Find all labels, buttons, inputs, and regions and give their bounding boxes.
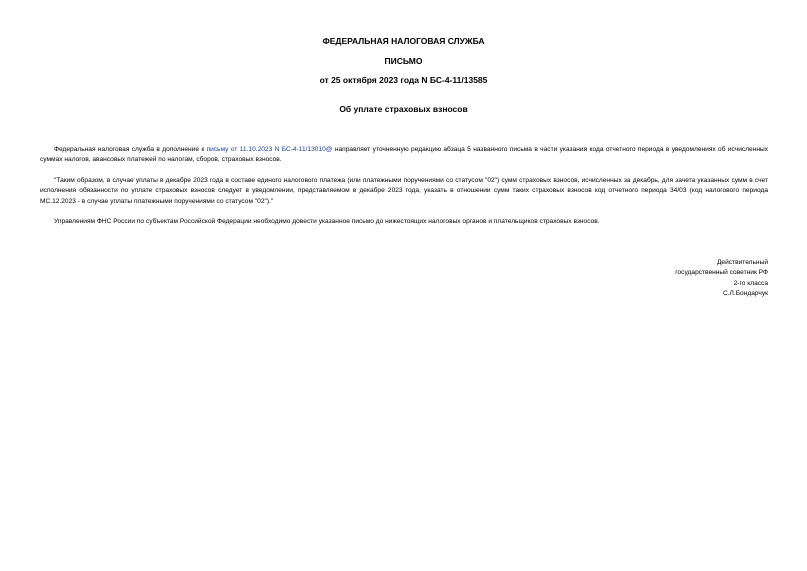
paragraph-instruction — [40, 217, 768, 227]
paragraph-intro-text-end: направляет уточненную редакцию абзаца 5 названного письма в части указания кода отчетного периода в уведомлениях об исчисленных суммах налогов, авансовых платежей по налогам, сборов, страховых взносов. — [40, 146, 769, 164]
document-subject: Об уплате страховых взносов — [339, 104, 468, 114]
paragraph-quote-text: "Таким образом, в случае уплаты в декабре 2023 года в составе единого налогового платежа (или платежными поручениями со статусом "02") сумм страховых взносов, исчисленных за декабрь, для зачета указанных сумм в счет исполнения обязанности по уплате страховых взносов следует в уведомлении, представляемом в декабре 2023 года, указать в отношении сумм таких страховых взносов код отчетного периода 34/03 (код налогового периода МС.12.2023 - в случае уплаты платежными поручениями со статусом "02")." — [40, 177, 768, 205]
signatory-class: 2-го класса — [733, 280, 768, 287]
paragraph-quote — [40, 176, 768, 207]
paragraph-intro-text-start: Федеральная налоговая служба в дополнение к — [54, 146, 207, 153]
agency-title: ФЕДЕРАЛЬНАЯ НАЛОГОВАЯ СЛУЖБА — [322, 36, 485, 46]
letter-reference-link[interactable]: письму от 11.10.2023 N БС-4-11/13010@ — [206, 146, 333, 153]
document-type: ПИСЬМО — [384, 56, 423, 66]
paragraph-intro — [40, 145, 768, 166]
signatory-name: С.Л.Бондарчук — [722, 290, 768, 297]
document-date-number: от 25 октября 2023 года N БС-4-11/13585 — [319, 75, 488, 85]
paragraph-instruction-text: Управлениям ФНС России по субъектам Российской Федерации необходимо довести указанное письмо до нижестоящих налоговых органов и плательщиков страховых взносов. — [54, 218, 600, 225]
signatory-title: государственный советник РФ — [675, 269, 768, 276]
signatory-rank: Действительный — [716, 259, 768, 266]
